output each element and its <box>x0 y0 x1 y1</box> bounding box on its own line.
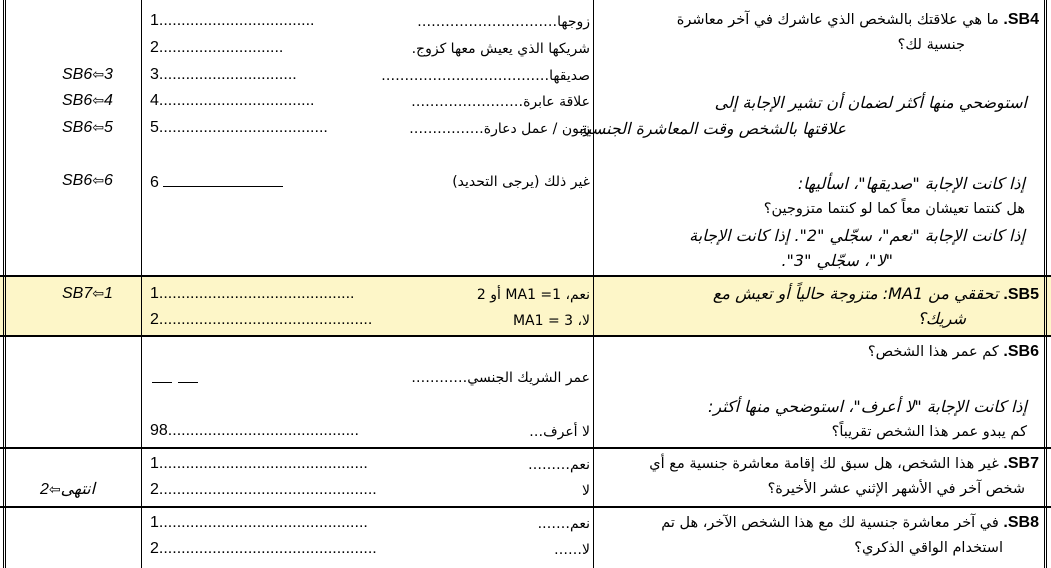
skip-sb4-4: SB6⇦4 <box>62 92 113 109</box>
question-sb5-line1: SB5. تحققي من MA1: متزوجة حالياً أو تعيش مع <box>712 284 1039 303</box>
option-sb4-1-code: 1................................... <box>150 12 315 29</box>
skip-sb4-5: SB6⇦5 <box>62 119 113 136</box>
option-sb7-1-label: نعم……… <box>528 457 590 473</box>
row-divider <box>0 275 1051 277</box>
option-sb4-1-label: زوجها………………………… <box>417 14 590 30</box>
option-sb4-2-label: شريكها الذي يعيش معها كزوج. <box>411 41 590 57</box>
option-sb7-2-label: لا <box>582 483 590 499</box>
question-sb5-line2: شريك؟ <box>917 309 966 328</box>
question-sb8-line2: استخدام الواقي الذكري؟ <box>854 540 1003 556</box>
probe-question-sb6: كم يبدو عمر هذا الشخص تقريباً؟ <box>831 424 1027 440</box>
instruction-sb4-line1: استوضحي منها أكثر لضمان أن تشير الإجابة إلى <box>714 93 1027 112</box>
option-sb7-1-code: 1............................................... <box>150 455 368 472</box>
question-sb7-line2: شخص آخر في الأشهر الإثني عشر الأخيرة؟ <box>767 481 1025 497</box>
option-sb4-4-label: علاقة عابرة…………………… <box>411 94 590 110</box>
row-divider <box>0 447 1051 449</box>
question-sb4-line2: جنسية لك؟ <box>897 37 965 53</box>
row-divider <box>0 506 1051 508</box>
option-sb4-6-label: غير ذلك (يرجى التحديد) <box>452 174 590 190</box>
option-sb8-1-code: 1............................................... <box>150 514 368 531</box>
question-sb8-line1: SB8. في آخر معاشرة جنسية لك مع هذا الشخص الآخر، هل تم <box>661 514 1039 531</box>
probe-question-sb4: هل كنتما تعيشان معاً كما لو كنتما متزوجين؟ <box>763 201 1025 217</box>
question-sb7-line1: SB7. غير هذا الشخص، هل سبق لك إقامة معاشرة جنسية مع أي <box>649 455 1039 472</box>
table-border-right <box>1044 0 1047 568</box>
column-divider-answer <box>593 0 594 568</box>
skip-sb4-6: SB6⇦6 <box>62 172 113 189</box>
question-sb4-line1: SB4. ما هي علاقتك بالشخص الذي عاشرك في آخر معاشرة <box>676 11 1039 28</box>
option-sb8-1-label: نعم……. <box>537 516 590 532</box>
question-sb6: SB6. كم عمر هذا الشخص؟ <box>867 343 1039 360</box>
option-sb4-5-label: زبون / عمل دعارة……………. <box>409 121 590 137</box>
probe-rule-sb4-line2: "لا"، سجّلي "3". <box>781 251 893 270</box>
option-sb6-1-label: عمر الشريك الجنسي………… <box>411 370 590 386</box>
probe-rule-sb4-line1: إذا كانت الإجابة "نعم"، سجّلي "2". إذا كانت الإجابة <box>689 226 1025 245</box>
skip-sb4-3: SB6⇦3 <box>62 66 113 83</box>
option-sb4-4-code: 4................................... <box>150 92 315 109</box>
option-sb4-2-code: 2............................ <box>150 39 284 56</box>
option-sb5-2-code: 2................................................ <box>150 311 373 328</box>
option-sb6-98-code: 98........................................... <box>150 422 359 439</box>
option-sb4-6-code: 6 <box>150 172 283 192</box>
option-sb4-3-code: 3............................... <box>150 66 297 83</box>
option-sb6-1-code[interactable] <box>152 370 198 388</box>
option-sb8-2-label: لا…… <box>554 542 590 558</box>
option-sb7-2-code: 2................................................. <box>150 481 377 498</box>
option-sb5-2-label: لا، MA1 = 3 <box>512 313 590 329</box>
specify-blank[interactable] <box>163 172 283 187</box>
option-sb4-5-code: 5...................................... <box>150 119 328 136</box>
option-sb4-3-label: صديقها……………………………… <box>381 68 590 84</box>
row-divider <box>0 335 1051 337</box>
option-sb5-1-label: نعم، MA1 =1 أو 2 <box>476 287 590 303</box>
skip-sb5-1: SB7⇦1 <box>62 285 113 302</box>
instruction-sb4-line2: علاقتها بالشخص وقت المعاشرة الجنسية <box>578 119 846 138</box>
probe-intro-sb4: إذا كانت الإجابة "صديقها"، اسأليها: <box>797 174 1025 193</box>
skip-sb7-2: انتهى⇦2 <box>40 481 96 498</box>
option-sb6-98-label: لا أعرف… <box>529 424 590 440</box>
column-divider-skip <box>141 0 142 568</box>
option-sb5-1-code: 1............................................ <box>150 285 355 302</box>
instruction-sb6: إذا كانت الإجابة "لا أعرف"، استوضحي منها أكثر: <box>707 397 1027 416</box>
table-border-left <box>3 0 6 568</box>
option-sb8-2-code: 2................................................. <box>150 540 377 557</box>
